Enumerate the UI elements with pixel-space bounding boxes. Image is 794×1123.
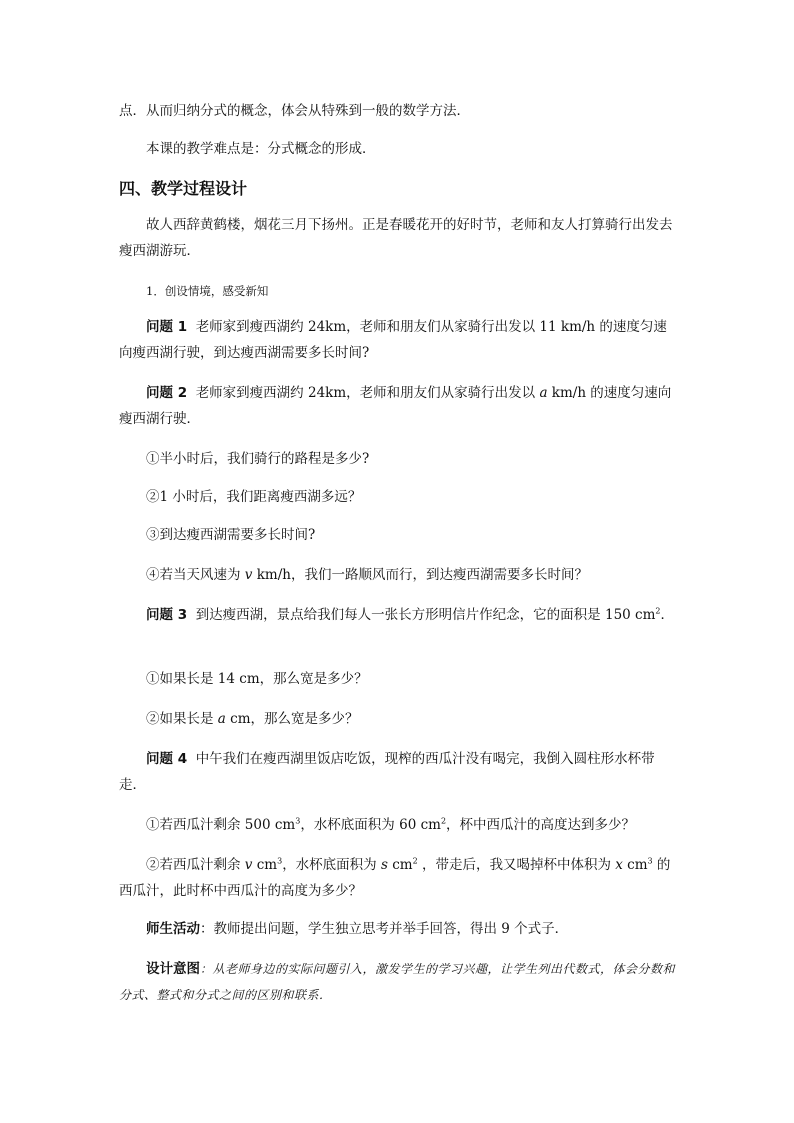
q4s2-f: cm (622, 857, 648, 873)
question-3-sub-2-var: a (217, 711, 226, 727)
q4s1-a: ①若西瓜汁剩余 500 cm (146, 817, 296, 833)
paragraph-concept: 点．从而归纳分式的概念，体会从特殊到一般的数学方法． (119, 103, 470, 119)
question-3-end: ． (660, 607, 674, 623)
question-2-sub-1: ①半小时后，我们骑行的路程是多少? (146, 451, 370, 467)
activity-label: 师生活动 (146, 921, 200, 937)
q4s2-a: ②若西瓜汁剩余 (146, 857, 245, 873)
design-label: 设计意图 (146, 961, 200, 977)
design-text: ：从老师身边的实际问题引入，激发学生的学习兴趣，让学生列出代数式，体会分数和分式、整式和分式之间的区别和联系． (119, 962, 676, 1002)
paragraph-intro: 故人西辞黄鹤楼，烟花三月下扬州。正是春暖花开的好时节，老师和友人打算骑行出发去瘦西湖游玩． (119, 217, 673, 259)
question-2-text-b: km/h 的速度匀速向瘦西湖行驶． (119, 385, 672, 427)
q4s2-d: cm (387, 857, 413, 873)
question-4-sub-1 (119, 812, 677, 838)
q4s2-c: ，水杯底面积为 (282, 857, 381, 873)
question-3-label: 问题 3 (146, 607, 188, 623)
question-4-text: 中午我们在瘦西湖里饭店吃饭，现榨的西瓜汁没有喝完，我倒入圆柱形水杯带走． (119, 751, 655, 793)
question-4-sub-2 (119, 852, 677, 904)
design-intent (119, 956, 677, 1008)
activity-text: ：教师提出问题，学生独立思考并举手回答，得出 9 个式子． (200, 921, 569, 937)
question-2-var: a (539, 385, 548, 401)
question-2-sub-4-a: ④若当天风速为 (146, 567, 245, 583)
paragraph-difficulty: 本课的教学难点是：分式概念的形成． (146, 141, 376, 157)
question-4 (119, 746, 677, 798)
question-3-sub-2 (119, 706, 677, 732)
question-3 (119, 602, 677, 628)
question-2-label: 问题 2 (146, 385, 188, 401)
q4s1-b: ，水杯底面积为 60 cm (300, 817, 441, 833)
question-4-label: 问题 4 (146, 751, 188, 767)
section-heading: 四、教学过程设计 (119, 179, 248, 198)
q4s2-x: x (615, 857, 623, 873)
q4s2-g: 的西瓜汁，此时杯中西瓜汁的高度为多少？ (119, 857, 671, 899)
q4s2-e: ，带走后，我又喝掉杯中体积为 (417, 857, 616, 873)
question-1-text: 老师家到瘦西湖约 24km，老师和朋友们从家骑行出发以 11 km/h 的速度匀速向瘦西湖行驶，到达瘦西湖需要多长时间? (119, 319, 667, 361)
question-2-sub-2: ②1 小时后，我们距离瘦西湖多远？ (146, 489, 362, 505)
q4s2-s: s (380, 857, 388, 873)
question-3-sub-2-b: cm，那么宽是多少？ (225, 711, 359, 727)
q4s2-b: cm (252, 857, 278, 873)
question-2-sub-4-var: v (244, 567, 253, 583)
question-2-text-a: 老师家到瘦西湖约 24km，老师和朋友们从家骑行出发以 (195, 385, 540, 401)
q4s2-v: v (244, 857, 253, 873)
question-2-sub-4-b: km/h，我们一路顺风而行，到达瘦西湖需要多长时间？ (252, 567, 588, 583)
q4s2-sup3: 3 (647, 856, 653, 866)
subsection-title: 1．创设情境，感受新知 (146, 284, 269, 298)
q4s2-sup1: 3 (277, 856, 283, 866)
question-3-text: 到达瘦西湖，景点给我们每人一张长方形明信片作纪念，它的面积是 150 cm (195, 607, 656, 623)
q4s1-sup1: 3 (295, 816, 301, 826)
question-3-sub-2-a: ②如果长是 (146, 711, 218, 727)
question-2 (119, 380, 677, 432)
q4s1-sup2: 2 (440, 816, 447, 826)
question-1-label: 问题 1 (146, 319, 188, 335)
q4s2-sup2: 2 (412, 856, 418, 866)
q4s1-c: ，杯中西瓜汁的高度达到多少？ (446, 817, 636, 833)
question-1 (119, 314, 677, 366)
teacher-student-activity (119, 916, 677, 942)
question-3-sup: 2 (655, 606, 661, 616)
question-2-sub-4 (119, 562, 677, 588)
question-3-sub-1: ①如果长是 14 cm，那么宽是多少？ (146, 671, 368, 687)
question-2-sub-3: ③到达瘦西湖需要多长时间? (146, 527, 316, 543)
